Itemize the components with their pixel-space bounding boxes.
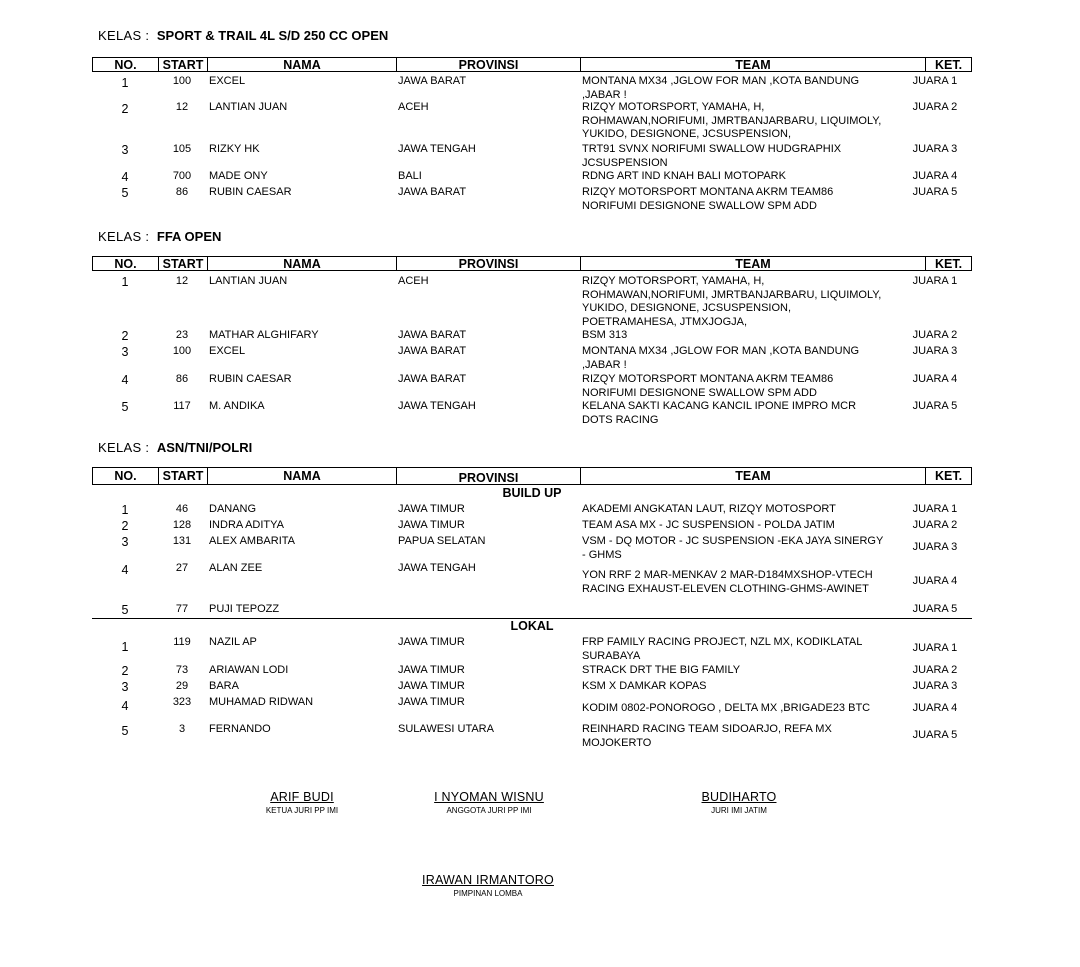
signature-role: ANGGOTA JURI PP IMI	[446, 806, 532, 815]
row-nama: ARIAWAN LODI	[209, 664, 289, 676]
row-start: 86	[175, 186, 189, 198]
row-no: 4	[121, 699, 129, 713]
row-start: 131	[172, 535, 192, 547]
header-provinsi: PROVINSI	[396, 58, 580, 71]
signature-name: I NYOMAN WISNU	[434, 790, 544, 804]
header-nama: NAMA	[207, 257, 396, 270]
row-start: 77	[175, 603, 189, 615]
row-start: 100	[172, 345, 192, 357]
row-provinsi: JAWA BARAT	[398, 345, 467, 357]
row-team: BSM 313	[582, 329, 628, 341]
row-team: STRACK DRT THE BIG FAMILY	[582, 664, 741, 676]
row-team: REINHARD RACING TEAM SIDOARJO, REFA MX MOJOKERTO	[582, 723, 832, 749]
row-team: RIZQY MOTORSPORT, YAMAHA, H, ROHMAWAN,NORIFUMI, JMRTBANJARBARU, LIQUIMOLY, YUKIDO, DESIGNONE, JCSUSPENSION, POETRAMAHESA, JTMXJOGJA,	[582, 275, 882, 328]
signature-block	[408, 873, 568, 898]
row-ket: JUARA 5	[912, 400, 958, 412]
row-no: 4	[121, 563, 129, 577]
row-nama: RUBIN CAESAR	[209, 373, 292, 385]
row-no: 5	[121, 400, 129, 414]
row-no: 1	[121, 640, 129, 654]
row-ket: JUARA 5	[912, 729, 958, 741]
row-ket: JUARA 4	[912, 702, 958, 714]
row-nama: INDRA ADITYA	[209, 519, 284, 531]
row-provinsi: ACEH	[398, 101, 429, 113]
row-ket: JUARA 3	[912, 680, 958, 692]
row-start: 128	[172, 519, 192, 531]
row-provinsi: JAWA BARAT	[398, 329, 467, 341]
row-start: 73	[175, 664, 189, 676]
row-no: 2	[121, 102, 129, 116]
row-start: 27	[175, 562, 189, 574]
row-provinsi: JAWA TENGAH	[398, 400, 476, 412]
row-ket: JUARA 3	[912, 541, 958, 553]
row-start: 323	[172, 696, 192, 708]
row-provinsi: JAWA BARAT	[398, 75, 467, 87]
header-no: NO.	[114, 469, 137, 483]
row-start: 117	[173, 400, 191, 412]
signature-role: JURI IMI JATIM	[711, 806, 767, 815]
row-provinsi: BALI	[398, 170, 422, 182]
row-provinsi: JAWA TIMUR	[398, 503, 465, 515]
row-nama: EXCEL	[209, 75, 246, 87]
row-team: YON RRF 2 MAR-MENKAV 2 MAR-D184MXSHOP-VTECH RACING EXHAUST-ELEVEN CLOTHING-GHMS-AWINET	[582, 569, 873, 595]
row-provinsi: JAWA TIMUR	[398, 696, 465, 708]
row-start: 46	[175, 503, 189, 515]
kelas-title: SPORT & TRAIL 4L S/D 250 CC OPEN	[156, 28, 389, 43]
row-team: KELANA SAKTI KACANG KANCIL IPONE IMPRO MCR DOTS RACING	[582, 400, 857, 426]
header-start: START	[158, 468, 207, 484]
row-provinsi: JAWA TIMUR	[398, 680, 465, 692]
row-ket: JUARA 3	[912, 143, 958, 155]
row-ket: JUARA 4	[912, 170, 958, 182]
row-start: 12	[175, 275, 189, 287]
header-nama: NAMA	[207, 58, 396, 71]
table-header	[92, 256, 972, 271]
signature-block	[414, 790, 564, 815]
row-ket: JUARA 2	[912, 329, 958, 341]
row-nama: ALAN ZEE	[209, 562, 263, 574]
row-no: 2	[121, 664, 129, 678]
row-team: KODIM 0802-PONOROGO , DELTA MX ,BRIGADE23 BTC	[582, 702, 871, 714]
row-nama: LANTIAN JUAN	[209, 101, 288, 113]
row-provinsi: JAWA TENGAH	[398, 143, 476, 155]
signature-block	[678, 790, 800, 815]
row-provinsi: JAWA TIMUR	[398, 636, 465, 648]
row-nama: DANANG	[209, 503, 257, 515]
row-ket: JUARA 2	[912, 101, 958, 113]
row-nama: ALEX AMBARITA	[209, 535, 295, 547]
header-start: START	[158, 58, 207, 71]
row-start: 700	[172, 170, 192, 182]
row-team: AKADEMI ANGKATAN LAUT, RIZQY MOTOSPORT	[582, 503, 836, 515]
row-nama: FERNANDO	[209, 723, 271, 735]
row-no: 5	[121, 603, 129, 617]
header-team: TEAM	[580, 58, 925, 71]
signature-name: IRAWAN IRMANTORO	[422, 873, 554, 887]
header-team: TEAM	[580, 257, 925, 270]
row-start: 23	[175, 329, 189, 341]
row-team: TRT91 SVNX NORIFUMI SWALLOW HUDGRAPHIX JCSUSPENSION	[582, 143, 842, 169]
row-provinsi: JAWA TIMUR	[398, 519, 465, 531]
row-team: TEAM ASA MX - JC SUSPENSION - POLDA JATIM	[582, 519, 835, 531]
row-provinsi: ACEH	[398, 275, 429, 287]
row-provinsi: PAPUA SELATAN	[398, 535, 486, 547]
row-no: 1	[121, 275, 129, 289]
header-nama: NAMA	[207, 468, 396, 484]
row-start: 100	[172, 75, 192, 87]
row-team: RDNG ART IND KNAH BALI MOTOPARK	[582, 170, 786, 182]
header-start: START	[158, 257, 207, 270]
table-header	[92, 467, 972, 485]
signature-role: PIMPINAN LOMBA	[453, 889, 523, 898]
row-team: MONTANA MX34 ,JGLOW FOR MAN ,KOTA BANDUNG ,JABAR !	[582, 75, 860, 101]
row-ket: JUARA 4	[912, 575, 958, 587]
subsection-title-lokal: LOKAL	[510, 619, 554, 633]
header-ket: KET.	[925, 257, 971, 270]
row-ket: JUARA 2	[912, 664, 958, 676]
row-provinsi: JAWA BARAT	[398, 186, 467, 198]
row-nama: MATHAR ALGHIFARY	[209, 329, 319, 341]
row-no: 4	[121, 373, 129, 387]
row-start: 105	[172, 143, 192, 155]
kelas-heading-2	[98, 229, 221, 244]
kelas-label: KELAS :	[98, 28, 150, 43]
row-team: KSM X DAMKAR KOPAS	[582, 680, 707, 692]
signature-block	[240, 790, 364, 815]
kelas-heading-3	[98, 440, 252, 455]
row-no: 3	[121, 345, 129, 359]
row-ket: JUARA 3	[912, 345, 958, 357]
row-nama: PUJI TEPOZZ	[209, 603, 280, 615]
row-no: 3	[121, 680, 129, 694]
results-table-2	[92, 256, 972, 271]
row-ket: JUARA 1	[912, 642, 958, 654]
kelas-title: ASN/TNI/POLRI	[156, 440, 253, 455]
row-no: 1	[121, 503, 129, 517]
header-no: NO.	[114, 257, 137, 271]
header-ket: KET.	[925, 58, 971, 71]
row-nama: BARA	[209, 680, 239, 692]
row-start: 29	[175, 680, 189, 692]
row-nama: MUHAMAD RIDWAN	[209, 696, 314, 708]
table-header	[92, 57, 972, 72]
kelas-title: FFA OPEN	[156, 229, 222, 244]
header-ket: KET.	[925, 468, 971, 484]
row-no: 4	[121, 170, 129, 184]
row-nama: M. ANDIKA	[209, 400, 265, 412]
row-team: FRP FAMILY RACING PROJECT, NZL MX, KODIKLATAL SURABAYA	[582, 636, 863, 662]
row-team: RIZQY MOTORSPORT MONTANA AKRM TEAM86 NORIFUMI DESIGNONE SWALLOW SPM ADD	[582, 186, 834, 212]
row-start: 12	[175, 101, 189, 113]
row-start: 86	[175, 373, 189, 385]
results-table-3	[92, 467, 972, 485]
row-team: RIZQY MOTORSPORT MONTANA AKRM TEAM86 NORIFUMI DESIGNONE SWALLOW SPM ADD	[582, 373, 834, 399]
row-team: VSM - DQ MOTOR - JC SUSPENSION -EKA JAYA SINERGY - GHMS	[582, 535, 884, 561]
kelas-heading-1	[98, 28, 388, 43]
row-start: 3	[178, 723, 186, 735]
row-no: 5	[121, 724, 129, 738]
kelas-label: KELAS :	[98, 440, 150, 455]
signature-name: ARIF BUDI	[270, 790, 334, 804]
row-provinsi: JAWA TIMUR	[398, 664, 465, 676]
header-provinsi: PROVINSI	[396, 257, 580, 270]
row-provinsi: JAWA TENGAH	[398, 562, 476, 574]
row-nama: RIZKY HK	[209, 143, 260, 155]
header-team: TEAM	[580, 468, 925, 484]
signature-role: KETUA JURI PP IMI	[265, 806, 339, 815]
header-no: NO.	[114, 58, 137, 72]
row-nama: EXCEL	[209, 345, 246, 357]
subsection-title-build-up: BUILD UP	[502, 486, 562, 500]
results-table-1	[92, 57, 972, 72]
row-nama: MADE ONY	[209, 170, 268, 182]
row-ket: JUARA 1	[912, 503, 958, 515]
header-provinsi: PROVINSI	[396, 468, 580, 484]
row-ket: JUARA 4	[912, 373, 958, 385]
row-no: 1	[121, 76, 129, 90]
row-nama: RUBIN CAESAR	[209, 186, 292, 198]
row-team: MONTANA MX34 ,JGLOW FOR MAN ,KOTA BANDUNG ,JABAR !	[582, 345, 860, 371]
row-nama: NAZIL AP	[209, 636, 257, 648]
row-provinsi: SULAWESI UTARA	[398, 723, 494, 735]
row-nama: LANTIAN JUAN	[209, 275, 288, 287]
row-no: 2	[121, 519, 129, 533]
row-no: 5	[121, 186, 129, 200]
signature-name: BUDIHARTO	[701, 790, 777, 804]
row-start: 119	[173, 636, 191, 648]
row-team: RIZQY MOTORSPORT, YAMAHA, H, ROHMAWAN,NORIFUMI, JMRTBANJARBARU, LIQUIMOLY, YUKIDO, DESIGNONE, JCSUSPENSION,	[582, 101, 882, 140]
row-ket: JUARA 5	[912, 186, 958, 198]
row-ket: JUARA 1	[912, 75, 958, 87]
row-ket: JUARA 1	[912, 275, 958, 287]
row-no: 2	[121, 329, 129, 343]
row-provinsi: JAWA BARAT	[398, 373, 467, 385]
kelas-label: KELAS :	[98, 229, 150, 244]
row-no: 3	[121, 143, 129, 157]
row-no: 3	[121, 535, 129, 549]
row-ket: JUARA 2	[912, 519, 958, 531]
row-ket: JUARA 5	[912, 603, 958, 615]
